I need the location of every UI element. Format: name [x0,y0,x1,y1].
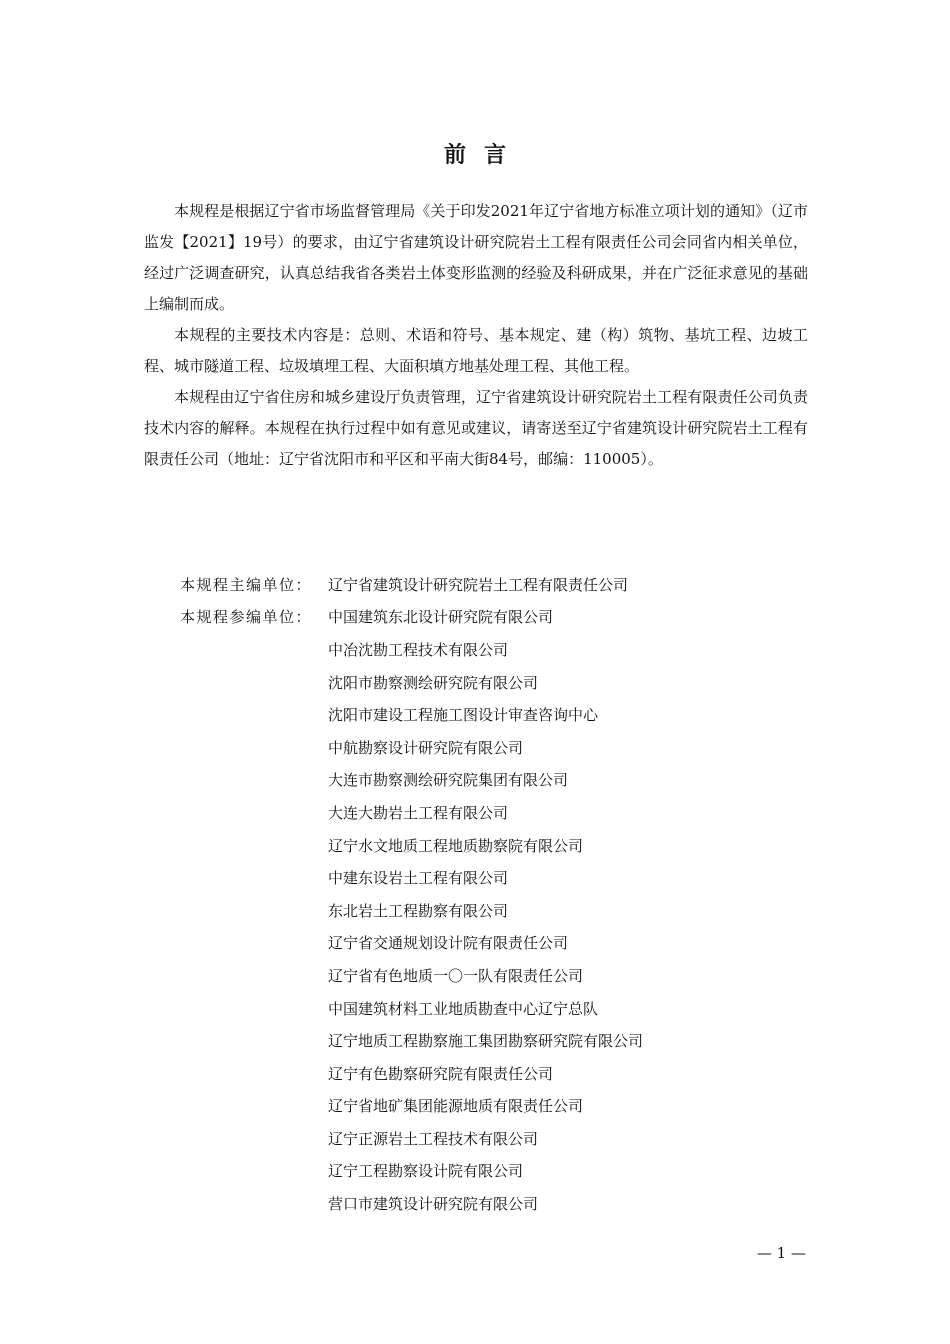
participating-unit-name: 东北岩土工程勘察有限公司 [328,901,509,920]
participating-unit-name: 大连大勘岩土工程有限公司 [328,803,509,822]
participating-unit-row [180,764,780,797]
participating-unit-name: 沈阳市勘察测绘研究院有限公司 [328,673,539,692]
participating-unit-label: 本规程参编单位： [180,608,313,627]
participating-unit-name: 辽宁省交通规划设计院有限责任公司 [328,934,569,953]
participating-unit-name: 大连市勘察测绘研究院集团有限公司 [328,771,569,790]
chief-unit-row [180,568,780,601]
preface-paragraph: 本规程由辽宁省住房和城乡建设厅负责管理，辽宁省建筑设计研究院岩土工程有限责任公司负责技术内容的解释。本规程在执行过程中如有意见或建议，请寄送至辽宁省建筑设计研究院岩土工程有限责任公司（地址：辽宁省沈阳市和平区和平南大街84号，邮编：110005）。 [144,388,808,468]
participating-unit-name: 辽宁地质工程勘察施工集团勘察研究院有限公司 [328,1032,644,1051]
participating-unit-row [180,633,780,666]
participating-unit-row [180,829,780,862]
participating-unit-row [180,1155,780,1188]
participating-unit-row [180,601,780,634]
participating-unit-name: 辽宁省有色地质一〇一队有限责任公司 [328,966,584,985]
participating-unit-name: 辽宁有色勘察研究院有限责任公司 [328,1064,554,1083]
participating-unit-name: 中建东设岩土工程有限公司 [328,869,509,888]
chief-unit-name: 辽宁省建筑设计研究院岩土工程有限责任公司 [328,575,629,594]
compiling-units [180,568,780,1220]
participating-unit-name: 沈阳市建设工程施工图设计审查咨询中心 [328,706,599,725]
participating-unit-name: 营口市建筑设计研究院有限公司 [328,1195,539,1214]
participating-unit-name: 辽宁水文地质工程地质勘察院有限公司 [328,836,584,855]
participating-unit-row [180,894,780,927]
participating-unit-row [180,1024,780,1057]
participating-unit-name: 辽宁正源岩土工程技术有限公司 [328,1129,539,1148]
participating-unit-name: 中航勘察设计研究院有限公司 [328,738,524,757]
participating-unit-row [180,1090,780,1123]
participating-unit-row [180,927,780,960]
page-title: 前言 [443,142,524,168]
participating-unit-name: 中冶沈勘工程技术有限公司 [328,640,509,659]
participating-unit-row [180,796,780,829]
preface-paragraph: 本规程的主要技术内容是：总则、术语和符号、基本规定、建（构）筑物、基坑工程、边坡工程、城市隧道工程、垃圾填埋工程、大面积填方地基处理工程、其他工程。 [144,326,808,375]
participating-unit-name: 辽宁工程勘察设计院有限公司 [328,1162,524,1181]
participating-unit-row [180,959,780,992]
participating-unit-row [180,698,780,731]
participating-unit-row [180,1122,780,1155]
chief-unit-label: 本规程主编单位： [180,575,313,594]
participating-unit-name: 中国建筑东北设计研究院有限公司 [328,608,554,627]
participating-unit-row [180,666,780,699]
participating-unit-name: 辽宁省地矿集团能源地质有限责任公司 [328,1097,584,1116]
participating-unit-row [180,992,780,1025]
preface-paragraph: 本规程是根据辽宁省市场监督管理局《关于印发2021年辽宁省地方标准立项计划的通知》（辽市监发【2021】19号）的要求，由辽宁省建筑设计研究院岩土工程有限责任公司会同省内相关单位，经过广泛调查研究，认真总结我省各类岩土体变形监测的经验及科研成果，并在广泛征求意见的基础上编制而成。 [144,202,808,313]
participating-unit-name: 中国建筑材料工业地质勘查中心辽宁总队 [328,999,599,1018]
participating-unit-row [180,1057,780,1090]
participating-unit-row [180,731,780,764]
participating-unit-row [180,861,780,894]
page-number: — 1 — [756,1244,806,1262]
participating-unit-row [180,1187,780,1220]
preface-body [144,196,808,475]
